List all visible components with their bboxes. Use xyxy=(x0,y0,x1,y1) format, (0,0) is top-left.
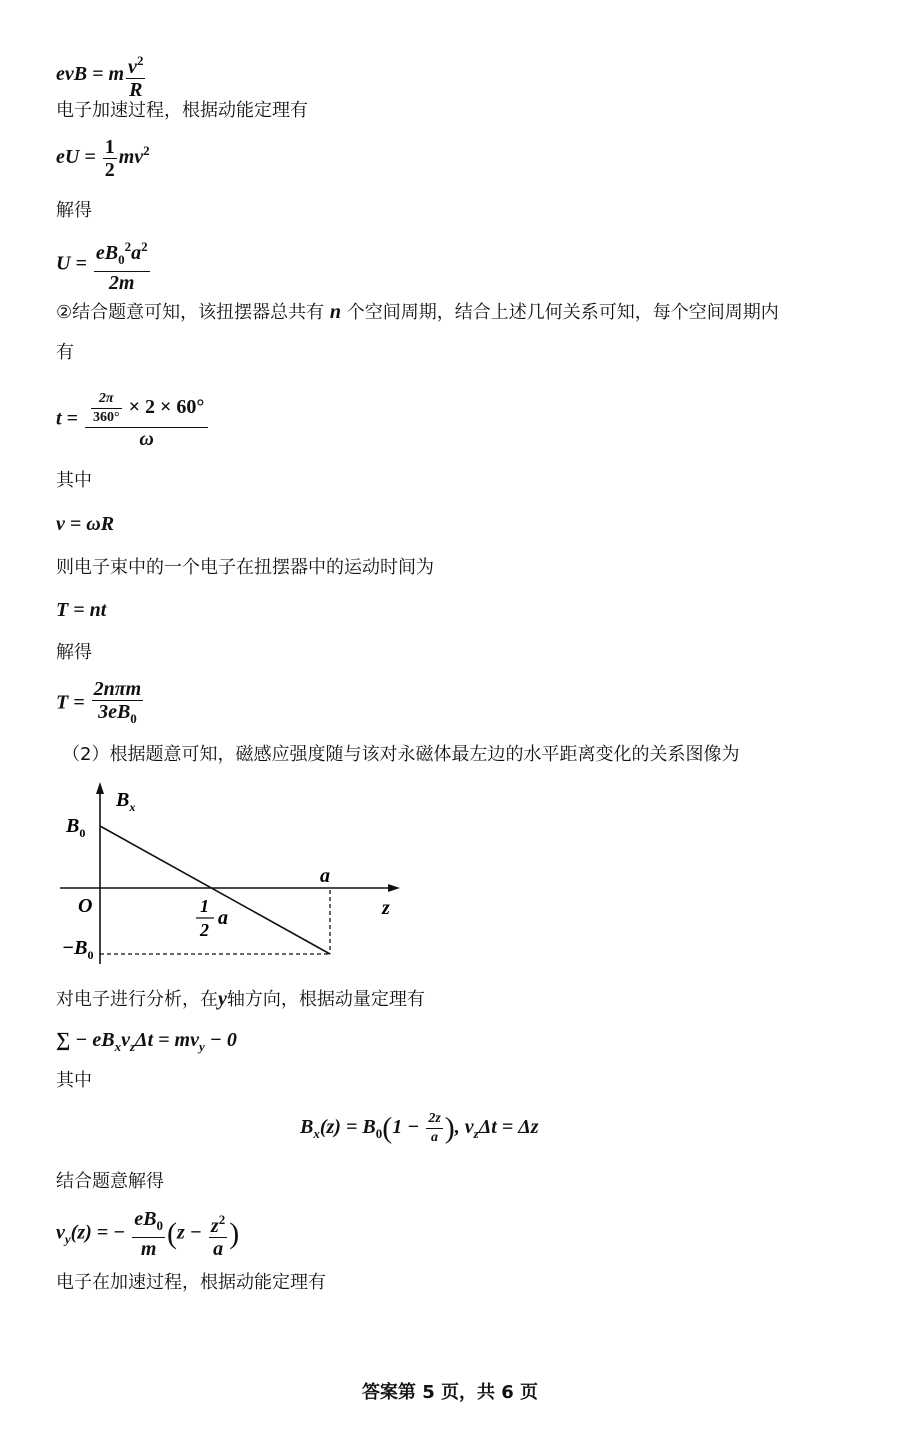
origin-label: O xyxy=(78,895,93,917)
neg-b0-label: $-B_0$ xyxy=(62,937,94,962)
equation-total-time-result: T = $\frac{\text{2nπm}}{3eB_0}$ xyxy=(56,678,142,726)
equation-voltage: U = $\frac{eB_0^2a^2}{2m}$ xyxy=(56,236,152,294)
equation-vy: $v_y(z)$ = − $\frac{eB_0}{m}$ (z − $\frac{z^2}{a}$ ) xyxy=(56,1208,240,1260)
equation-field-distribution: $B_x(z) = B_0(1$ − $\frac{2z}{a}$ ), $v_z\Delta t = \Delta z$ xyxy=(300,1111,539,1145)
text-line: 其中 xyxy=(56,1070,92,1091)
page-footer: 答案第 5 页，共 6 页 xyxy=(361,1382,539,1403)
y-axis-label: $B_x$ xyxy=(116,789,136,814)
text-line: （2）根据题意可知，磁感应强度随与该对永磁体最左边的水平距离变化的关系图像为 xyxy=(62,744,740,765)
text-line: 解得 xyxy=(56,642,92,663)
text-line: 电子加速过程，根据动能定理有 xyxy=(56,100,308,121)
equation-velocity: v = ωR xyxy=(56,513,115,535)
equation-total-time: T = nt xyxy=(56,599,107,621)
y-axis-arrow-icon xyxy=(96,782,104,794)
text-line: 结合题意解得 xyxy=(56,1171,164,1192)
text-line: 其中 xyxy=(56,470,92,491)
x-axis-arrow-icon xyxy=(388,884,400,892)
equation-lorentz-centripetal: evB = m $\frac{v^2}{R}$ xyxy=(56,50,147,101)
text-line: 电子在加速过程，根据动能定理有 xyxy=(56,1272,326,1293)
half-den: 2 xyxy=(200,920,209,940)
text-line: 则电子束中的一个电子在扭摆器中的运动时间为 xyxy=(56,557,434,578)
a-label: a xyxy=(320,865,330,887)
bx-z-graph xyxy=(60,778,420,978)
bx-line xyxy=(100,826,330,954)
x-axis-label: z xyxy=(382,897,390,919)
half-num: 1 xyxy=(200,896,209,916)
text-line: 解得 xyxy=(56,200,92,221)
equation-period-time: t = $\frac{2\pi}{360^\circ}$ × 2 × 60° ω xyxy=(56,390,210,450)
b0-label: $B_0$ xyxy=(66,815,86,840)
equation-momentum: ∑ − $eB_xv_z\Delta t = mv_y - 0$ xyxy=(56,1029,237,1054)
equation-kinetic-energy: eU = $\frac{1}{2}$ $mv^2$ xyxy=(56,136,150,181)
half-var: a xyxy=(218,907,228,929)
text-line: 对电子进行分析，在y轴方向，根据动量定理有 xyxy=(56,988,425,1010)
text-line: 有 xyxy=(56,342,74,363)
text-line: ②结合题意可知，该扭摆器总共有 n 个空间周期，结合上述几何关系可知，每个空间周期内 xyxy=(56,301,779,323)
